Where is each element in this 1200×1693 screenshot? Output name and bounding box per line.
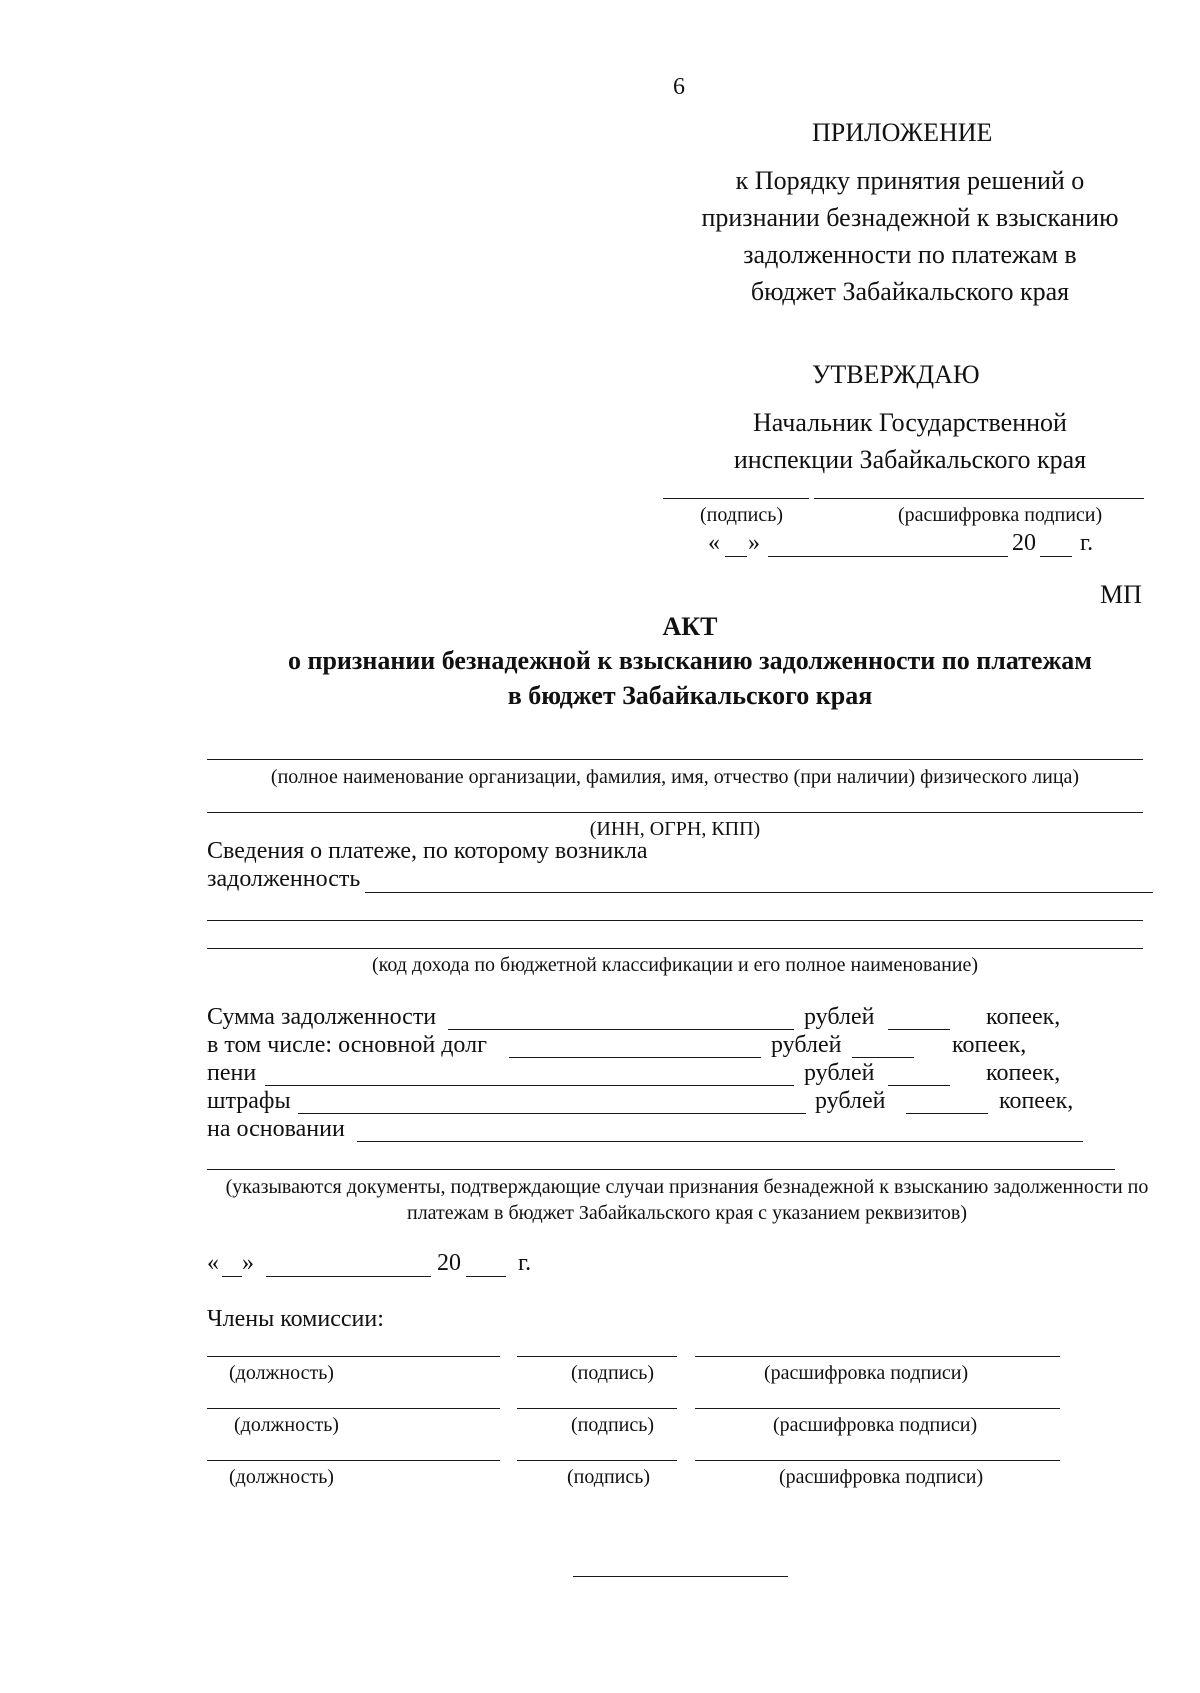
approval-signature-line [663, 498, 809, 499]
act-title: АКТ [662, 612, 718, 641]
member-decode-line [695, 1460, 1060, 1461]
member-decode-caption: (расшифровка подписи) [764, 1362, 969, 1384]
member-position-caption: (должность) [229, 1362, 334, 1384]
page-number: 6 [673, 74, 685, 100]
penalty-line [265, 1085, 794, 1086]
approval-title: УТВЕРЖДАЮ [812, 360, 980, 389]
approval-signature-caption: (подпись) [700, 504, 784, 526]
act-month-line [266, 1276, 431, 1277]
basis-caption-line-2: платежам в бюджет Забайкальского края с указанием реквизитов) [406, 1202, 967, 1224]
inn-caption: (ИНН, ОГРН, КПП) [589, 818, 761, 840]
debt-sum-kopecks: копеек, [986, 1004, 1061, 1030]
kbk-line [207, 948, 1143, 949]
fines-kopecks: копеек, [999, 1088, 1074, 1114]
basis-caption-line-1: (указываются документы, подтверждающие случаи признания безнадежной к взысканию задолженности по [225, 1176, 1149, 1198]
member-position-caption: (должность) [229, 1466, 334, 1488]
debt-info-line-2 [207, 920, 1143, 921]
approval-line: инспекции Забайкальского края [733, 445, 1087, 474]
member-signature-caption: (подпись) [567, 1466, 651, 1488]
approval-date-close-quote: » [748, 530, 760, 556]
act-year-prefix: 20 [437, 1250, 461, 1276]
approval-year-line [1040, 556, 1072, 557]
approval-day-line [725, 556, 747, 557]
debt-sum-rubles: рублей [804, 1004, 875, 1030]
appendix-line: признании безнадежной к взысканию [701, 203, 1119, 232]
kbk-caption: (код дохода по бюджетной классификации и его полное наименование) [371, 954, 979, 976]
debt-sum-line [448, 1029, 794, 1030]
fines-kopecks-line [906, 1113, 988, 1114]
debt-label: задолженность [207, 866, 361, 892]
document-end-rule [573, 1576, 788, 1577]
member-signature-line [517, 1408, 677, 1409]
appendix-reference [660, 162, 1160, 310]
principal-rubles: рублей [771, 1032, 842, 1058]
basis-line [357, 1141, 1083, 1142]
member-signature-line [517, 1460, 677, 1461]
payment-info-label: Сведения о платеже, по которому возникла [207, 838, 648, 864]
act-date-close-quote: » [242, 1250, 254, 1276]
member-signature-caption: (подпись) [571, 1414, 655, 1436]
principal-kopecks: копеек, [952, 1032, 1027, 1058]
debt-sum-label: Сумма задолженности [207, 1004, 437, 1030]
member-decode-caption: (расшифровка подписи) [779, 1466, 984, 1488]
debt-sum-kopecks-line [888, 1029, 950, 1030]
appendix-title: ПРИЛОЖЕНИЕ [812, 118, 993, 147]
act-subtitle-line-2: в бюджет Забайкальского края [507, 681, 873, 710]
organization-name-line [207, 759, 1143, 760]
penalty-kopecks: копеек, [986, 1060, 1061, 1086]
principal-label: в том числе: основной долг [207, 1032, 487, 1058]
approval-year-prefix: 20 [1012, 530, 1036, 556]
basis-label: на основании [207, 1116, 345, 1142]
penalty-label: пени [207, 1060, 257, 1086]
stamp-mark: МП [1100, 580, 1142, 609]
act-year-suffix: г. [518, 1250, 532, 1276]
appendix-line: к Порядку принятия решений о [735, 166, 1085, 195]
member-position-line [207, 1356, 500, 1357]
act-year-line [466, 1276, 506, 1277]
member-signature-caption: (подпись) [571, 1362, 655, 1384]
approval-date-open-quote: « [708, 530, 720, 556]
member-position-line [207, 1408, 500, 1409]
principal-line [509, 1057, 761, 1058]
debt-info-line [365, 892, 1153, 893]
act-date-open-quote: « [207, 1250, 219, 1276]
approval-year-suffix: г. [1080, 530, 1094, 556]
appendix-line: задолженности по платежам в [743, 240, 1077, 269]
commission-title: Члены комиссии: [207, 1306, 384, 1332]
member-decode-line [695, 1408, 1060, 1409]
member-position-line [207, 1460, 500, 1461]
approval-line: Начальник Государственной [753, 408, 1067, 437]
inn-line [207, 812, 1143, 813]
act-subtitle-line-1: о признании безнадежной к взысканию задолженности по платежам [287, 646, 1093, 675]
fines-rubles: рублей [815, 1088, 886, 1114]
member-decode-caption: (расшифровка подписи) [773, 1414, 978, 1436]
member-signature-line [517, 1356, 677, 1357]
penalty-kopecks-line [888, 1085, 950, 1086]
member-decode-line [695, 1356, 1060, 1357]
member-position-caption: (должность) [234, 1414, 339, 1436]
approval-decode-line [814, 498, 1144, 499]
fines-line [298, 1113, 806, 1114]
fines-label: штрафы [207, 1088, 291, 1114]
basis-line-2 [207, 1169, 1115, 1170]
penalty-rubles: рублей [804, 1060, 875, 1086]
act-day-line [222, 1276, 242, 1277]
approval-position [680, 404, 1140, 478]
approval-month-line [768, 556, 1008, 557]
principal-kopecks-line [852, 1057, 914, 1058]
approval-decode-caption: (расшифровка подписи) [898, 504, 1103, 526]
organization-name-caption: (полное наименование организации, фамилия, имя, отчество (при наличии) физического лица) [270, 766, 1080, 788]
appendix-line: бюджет Забайкальского края [750, 277, 1070, 306]
